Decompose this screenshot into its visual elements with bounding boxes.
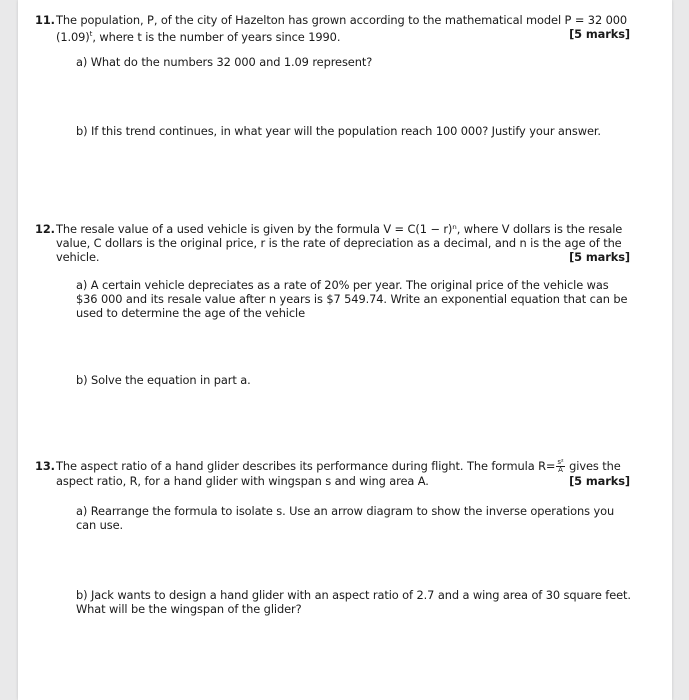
stem-text-a: The aspect ratio of a hand glider describes its performance during flight. The formula R= — [56, 459, 556, 473]
question-13-part-b: b) Jack wants to design a hand glider with an aspect ratio of 2.7 and a wing area of 30 square feet. What will be the wingspan of the glider? — [76, 588, 631, 616]
marks-label: [5 marks] — [569, 474, 630, 488]
question-12-stem — [35, 222, 630, 264]
stem-text: The resale value of a used vehicle is given by the formula V = C(1 − r)ⁿ, where V dollars is the resale value, C dollars is the original price, r is the rate of depreciation as a decimal, and n is the age of the vehicle. — [56, 222, 623, 264]
stem-text-b: gives the aspect ratio, R, for a hand glider with wingspan s and wing area A. — [56, 459, 621, 488]
worksheet-page — [18, 0, 672, 700]
fraction-denominator: A — [558, 466, 563, 474]
question-12-part-a: a) A certain vehicle depreciates as a rate of 20% per year. The original price of the vehicle was $36 000 and its resale value after n years is $7 549.74. Write an exponential equation that can be used to determine the age of the vehicle — [76, 278, 628, 320]
question-number: 11. — [35, 13, 55, 27]
question-11-part-a: a) What do the numbers 32 000 and 1.09 represent? — [76, 55, 373, 69]
fraction — [556, 459, 564, 474]
question-12-part-b: b) Solve the equation in part a. — [76, 373, 251, 387]
question-number: 13. — [35, 459, 55, 473]
stem-line-1: The population, P, of the city of Hazelton has grown according to the mathematical model P = 32 000 — [56, 13, 628, 27]
question-11-stem — [35, 13, 630, 44]
question-13-part-a: a) Rearrange the formula to isolate s. Use an arrow diagram to show the inverse operations you can use. — [76, 504, 615, 532]
fraction-numerator: s² — [557, 458, 564, 466]
question-number: 12. — [35, 222, 55, 236]
question-13-stem — [35, 458, 630, 488]
marks-label: [5 marks] — [569, 250, 630, 264]
question-11-part-b: b) If this trend continues, in what year will the population reach 100 000? Justify your answer. — [76, 124, 601, 138]
stem-line-2: $(1.09)^t$, where t is the number of years since 1990. [5 marks] — [56, 27, 630, 44]
marks-label: [5 marks] — [569, 27, 630, 41]
